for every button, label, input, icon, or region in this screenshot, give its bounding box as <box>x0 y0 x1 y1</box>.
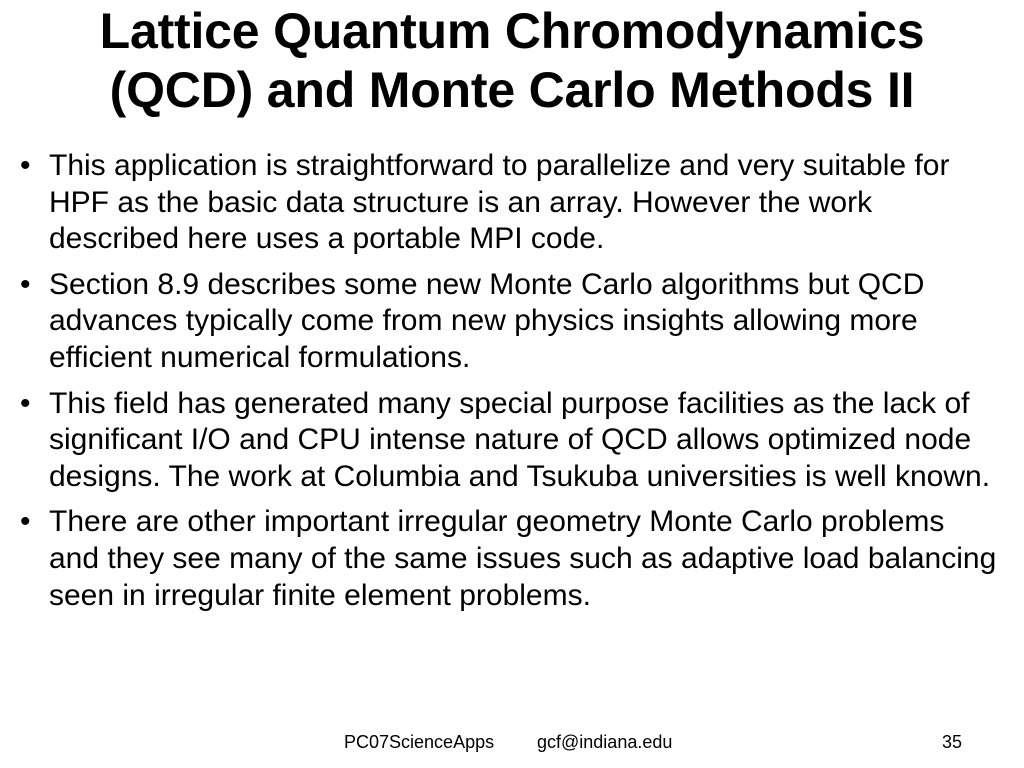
bullet-text-1: This application is straightforward to parallelize and very suitable for HPF as the basic data structure is an array. However the work described here uses a portable MPI code. <box>49 149 950 256</box>
title-line-1: Lattice Quantum Chromodynamics <box>99 3 925 59</box>
bullet-list <box>0 148 1024 623</box>
bullet-marker: • <box>20 267 31 301</box>
bullet-text-2: Section 8.9 describes some new Monte Carlo algorithms but QCD advances typically come from new physics insights allowing more efficient numerical formulations. <box>49 267 925 374</box>
bullet-marker: • <box>20 149 31 182</box>
footer-course: PC07ScienceApps <box>344 732 495 752</box>
bullet-marker: • <box>20 505 31 539</box>
slide-title <box>20 2 1004 120</box>
bullet-item-1 <box>0 148 1024 258</box>
bullet-item-4 <box>0 504 1024 614</box>
title-line-2: (QCD) and Monte Carlo Methods II <box>109 62 915 118</box>
bullet-item-2 <box>0 267 1024 377</box>
bullet-marker: • <box>20 386 31 420</box>
bullet-text-3: This field has generated many special purpose facilities as the lack of significant I/O and CPU intense nature of QCD allows optimized node designs. The work at Columbia and Tsukuba universities is well known. <box>49 386 991 493</box>
bullet-item-3 <box>0 386 1024 496</box>
page-number: 35 <box>942 732 963 752</box>
footer-email: gcf@indiana.edu <box>537 732 673 752</box>
bullet-text-4: There are other important irregular geometry Monte Carlo problems and they see many of the same issues such as adaptive load balancing seen in irregular finite element problems. <box>49 505 997 612</box>
